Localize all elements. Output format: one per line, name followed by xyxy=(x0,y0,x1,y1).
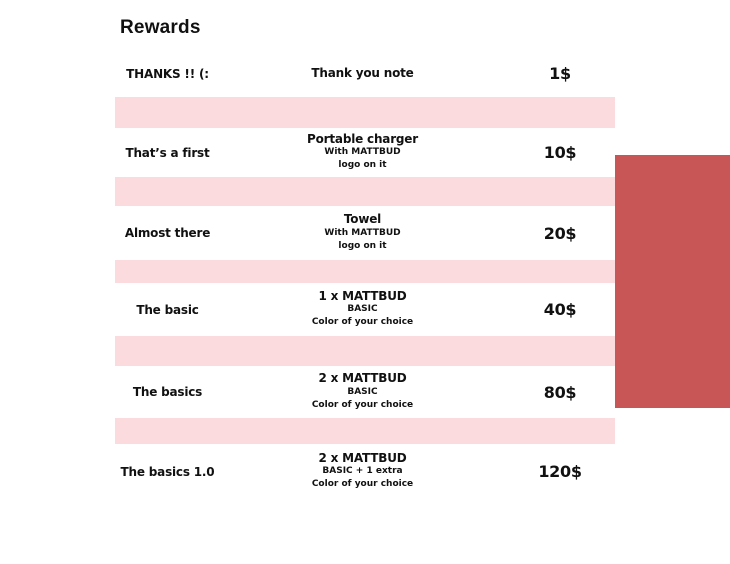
reward-row-basics-1-0 xyxy=(115,444,615,499)
reward-item-title: Thank you note xyxy=(311,65,414,80)
reward-row-basic xyxy=(115,283,615,336)
reward-item-detail: logo on it xyxy=(338,240,387,251)
reward-item-detail: logo on it xyxy=(338,160,387,171)
reward-item-detail: BASIC + 1 extra xyxy=(322,466,403,477)
reward-row-almost xyxy=(115,206,615,260)
page-title: Rewards xyxy=(120,17,201,38)
reward-row-thanks xyxy=(115,50,615,97)
row-divider-band xyxy=(115,418,615,444)
reward-item xyxy=(220,372,505,412)
reward-item-title: 1 x MATTBUD xyxy=(318,288,407,303)
reward-price: 20$ xyxy=(543,223,577,243)
reward-item xyxy=(220,290,505,330)
row-divider-band xyxy=(115,260,615,283)
row-divider-band xyxy=(115,177,615,206)
reward-row-basics xyxy=(115,366,615,418)
reward-item-title: 2 x MATTBUD xyxy=(318,371,407,386)
reward-price: 120$ xyxy=(538,462,582,481)
reward-item-title: Portable charger xyxy=(307,131,418,146)
reward-name: The basics xyxy=(132,385,203,399)
row-divider-band xyxy=(115,336,615,366)
reward-price: 10$ xyxy=(543,143,577,162)
row-divider-band xyxy=(115,97,615,128)
reward-item xyxy=(220,133,505,173)
reward-item-detail: Color of your choice xyxy=(311,479,414,490)
reward-item xyxy=(220,213,505,253)
reward-name: The basics 1.0 xyxy=(120,464,215,479)
reward-name: The basic xyxy=(136,302,199,317)
reward-price: 1$ xyxy=(549,64,571,83)
reward-price: 80$ xyxy=(543,382,577,402)
reward-item-detail: BASIC xyxy=(347,304,378,315)
reward-item-detail: With MATTBUD xyxy=(324,147,401,158)
reward-row-first xyxy=(115,128,615,177)
reward-name: That’s a first xyxy=(125,145,210,160)
reward-item xyxy=(220,452,505,492)
decorative-red-block xyxy=(615,155,730,408)
reward-price: 40$ xyxy=(543,300,577,319)
rewards-table xyxy=(115,50,615,499)
reward-name: THANKS !! (: xyxy=(126,66,209,81)
reward-item-detail: BASIC xyxy=(347,386,378,397)
reward-item-detail: Color of your choice xyxy=(311,399,414,410)
reward-item-detail: Color of your choice xyxy=(311,317,414,328)
reward-name: Almost there xyxy=(124,226,211,240)
reward-item xyxy=(220,67,505,81)
reward-item-title: 2 x MATTBUD xyxy=(318,450,407,465)
reward-item-detail: With MATTBUD xyxy=(324,227,401,238)
reward-item-title: Towel xyxy=(343,212,382,227)
